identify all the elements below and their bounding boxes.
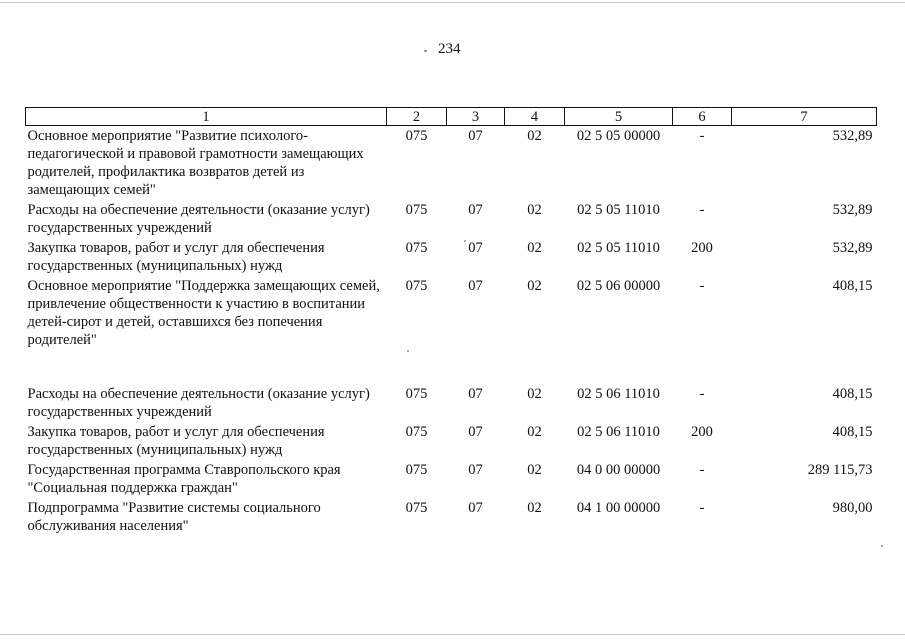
amount-cell: 532,89 [832, 202, 873, 218]
subsection-code-cell: 02 [527, 386, 542, 402]
row-name-cell: Закупка товаров, работ и услуг для обеспечения государственных (муниципальных) нужд [27, 240, 325, 274]
section-code-cell: 07 [468, 278, 483, 294]
table-row [26, 126, 877, 201]
page-number: 234 [438, 41, 461, 57]
target-article-cell: 04 1 00 00000 [576, 500, 661, 516]
ministry-code-cell: 075 [405, 128, 428, 144]
column-header: 7 [732, 108, 877, 126]
target-article-cell: 02 5 05 00000 [576, 128, 661, 144]
amount-cell: 408,15 [832, 386, 873, 402]
ministry-code-cell: 075 [405, 500, 428, 516]
column-header: 5 [565, 108, 673, 126]
ministry-code-cell: 075 [405, 240, 428, 256]
budget-table [25, 107, 877, 536]
subsection-code-cell: 02 [527, 202, 542, 218]
section-code-cell: 07 [468, 202, 483, 218]
row-name-cell: Основное мероприятие "Поддержка замещающих семей, привлечение общественности к участию в воспитании детей-сирот и детей, оставшихся без попечения родителей" [27, 278, 380, 348]
amount-cell: 532,89 [832, 240, 873, 256]
target-article-cell: 02 5 06 11010 [577, 386, 660, 402]
row-name-cell: Закупка товаров, работ и услуг для обеспечения государственных (муниципальных) нужд [27, 424, 325, 458]
target-article-cell: 04 0 00 00000 [576, 462, 661, 478]
amount-cell: 408,15 [832, 278, 873, 294]
row-name-cell: Расходы на обеспечение деятельности (оказание услуг) государственных учреждений [27, 202, 370, 236]
expense-type-cell: - [699, 202, 705, 218]
amount-cell: 532,89 [832, 128, 873, 144]
ministry-code-cell: 075 [405, 278, 428, 294]
subsection-code-cell: 02 [527, 500, 542, 516]
table-header-row [26, 108, 877, 126]
target-article-cell: 02 5 05 11010 [577, 240, 660, 256]
scan-speck [424, 50, 427, 52]
section-code-cell: 07 [468, 462, 483, 478]
row-name-cell: Государственная программа Ставропольского края "Социальная поддержка граждан" [27, 462, 341, 496]
expense-type-cell: - [699, 386, 705, 402]
ministry-code-cell: 075 [405, 202, 428, 218]
bottom-scan-edge [0, 634, 905, 635]
section-code-cell: 07 [468, 424, 483, 440]
expense-type-cell: - [699, 500, 705, 516]
column-header: 4 [505, 108, 565, 126]
section-code-cell: 07 [468, 500, 483, 516]
section-code-cell: 07 [468, 386, 483, 402]
ministry-code-cell: 075 [405, 386, 428, 402]
column-header: 3 [447, 108, 505, 126]
target-article-cell: 02 5 06 00000 [576, 278, 661, 294]
expense-type-cell: - [699, 462, 705, 478]
top-scan-edge [0, 2, 905, 3]
subsection-code-cell: 02 [527, 278, 542, 294]
expense-type-cell: - [699, 128, 705, 144]
column-header: 2 [387, 108, 447, 126]
table-row [26, 384, 877, 422]
row-name-cell: Расходы на обеспечение деятельности (оказание услуг) государственных учреждений [27, 386, 370, 420]
table-row [26, 276, 877, 384]
subsection-code-cell: 02 [527, 128, 542, 144]
expense-type-cell: 200 [691, 424, 713, 440]
table-row [26, 422, 877, 460]
table-row [26, 238, 877, 276]
ministry-code-cell: 075 [405, 424, 428, 440]
subsection-code-cell: 02 [527, 424, 542, 440]
target-article-cell: 02 5 05 11010 [577, 202, 660, 218]
scan-speck [881, 545, 883, 547]
table-row [26, 460, 877, 498]
amount-cell: 289 115,73 [807, 462, 873, 478]
expense-type-cell: 200 [691, 240, 713, 256]
amount-cell: 980,00 [832, 500, 873, 516]
table-row [26, 498, 877, 536]
row-name-cell: Основное мероприятие "Развитие психолого-педагогической и правовой грамотности замещающих родителей, профилактика возвратов детей из замещающих семей" [27, 128, 364, 198]
subsection-code-cell: 02 [527, 462, 542, 478]
column-header: 6 [673, 108, 732, 126]
section-code-cell: 07 [468, 128, 483, 144]
target-article-cell: 02 5 06 11010 [577, 424, 660, 440]
column-header: 1 [26, 108, 387, 126]
section-code-cell: 07 [468, 240, 483, 256]
table-row [26, 200, 877, 238]
expense-type-cell: - [699, 278, 705, 294]
row-name-cell: Подпрограмма "Развитие системы социального обслуживания населения" [27, 500, 321, 534]
subsection-code-cell: 02 [527, 240, 542, 256]
amount-cell: 408,15 [832, 424, 873, 440]
ministry-code-cell: 075 [405, 462, 428, 478]
